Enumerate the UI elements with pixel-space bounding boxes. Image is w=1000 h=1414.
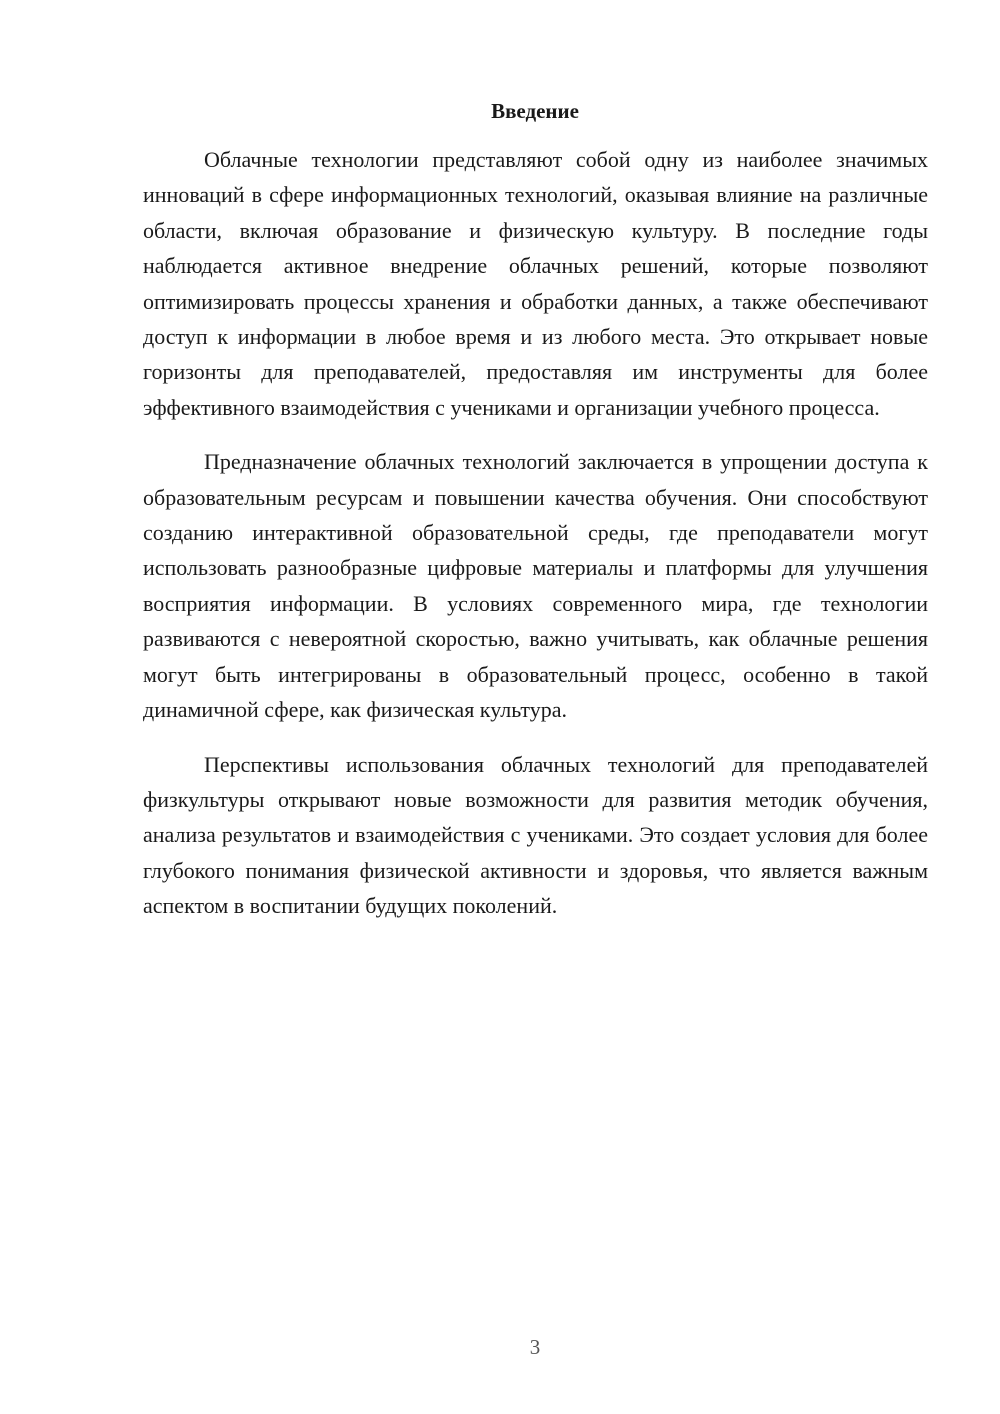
section-heading: Введение xyxy=(491,99,579,123)
paragraph-3: Перспективы использования облачных технологий для преподавателей физкультуры открывают новые возможности для развития методик обучения, анализа результатов и взаимодействия с учениками. Это создает условия для более глубокого понимания физической активности и здоровья, что является важным аспектом в воспитании будущих поколений. xyxy=(143,751,928,919)
body-text xyxy=(143,142,928,943)
paragraph-2: Предназначение облачных технологий заключается в упрощении доступа к образовательным ресурсам и повышении качества обучения. Они способствуют созданию интерактивной образовательной среды, где преподаватели могут использовать разнообразные цифровые материалы и платформы для улучшения восприятия информации. В условиях современного мира, где технологии развиваются с невероятной скоростью, важно учитывать, как облачные решения могут быть интегрированы в образовательный процесс, особенно в такой динамичной сфере, как физическая культура. xyxy=(143,449,928,723)
paragraph-1: Облачные технологии представляют собой одну из наиболее значимых инноваций в сфере информационных технологий, оказывая влияние на различные области, включая образование и физическую культуру. В последние годы наблюдается активное внедрение облачных решений, которые позволяют оптимизировать процессы хранения и обработки данных, а также обеспечивают доступ к информации в любое время и из любого места. Это открывает новые горизонты для преподавателей, предоставляя им инструменты для более эффективного взаимодействия с учениками и организации учебного процесса. xyxy=(143,147,928,420)
page-number: 3 xyxy=(529,1335,541,1359)
